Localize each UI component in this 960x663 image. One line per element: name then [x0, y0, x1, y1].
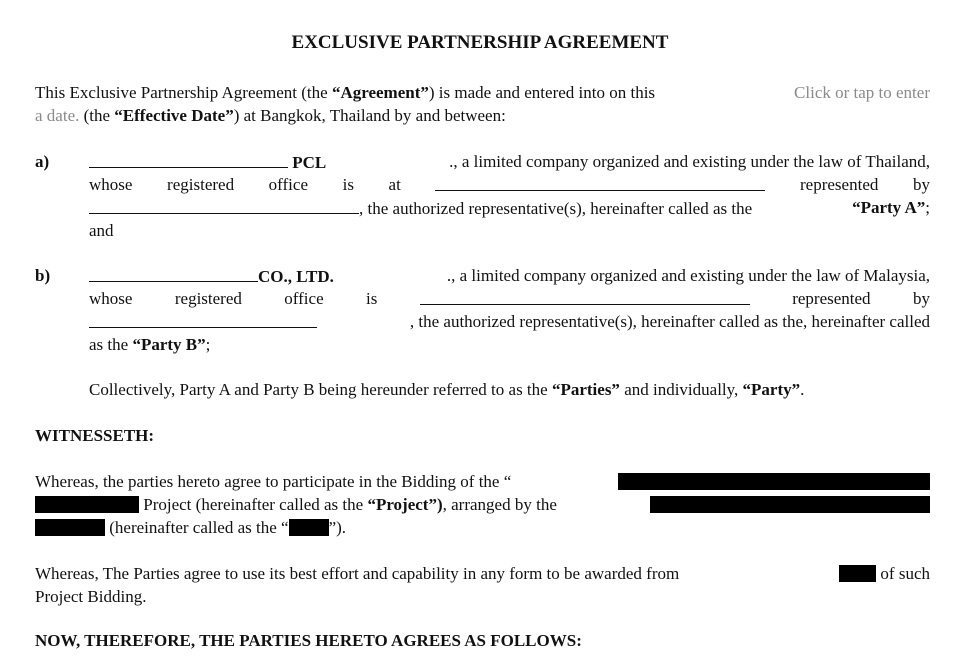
- whereas-2-line-2: Project Bidding.: [35, 587, 147, 606]
- document-title: EXCLUSIVE PARTNERSHIP AGREEMENT: [291, 32, 669, 53]
- project-term: “Project”): [367, 495, 443, 514]
- whereas-2-line-1: Whereas, The Parties agree to use its best effort and capability in any form to be awarded from of such: [35, 564, 930, 583]
- effective-date-term: “Effective Date”: [114, 106, 234, 125]
- witnesseth-heading: WITNESSETH:: [35, 426, 155, 445]
- intro-line-2: a date. (the “Effective Date”) at Bangkok, Thailand by and between:: [35, 106, 506, 125]
- redaction-bar: [839, 565, 876, 582]
- party-a-and: and: [89, 221, 114, 240]
- date-placeholder-cont[interactable]: a date.: [35, 106, 80, 125]
- date-placeholder[interactable]: Click or tap to enter: [794, 83, 930, 102]
- party-term: “Party”: [742, 380, 801, 399]
- party-a-term: “Party A”: [852, 198, 926, 217]
- party-a-line-3: , the authorized representative(s), hereinafter called as the “Party A”;: [89, 198, 930, 219]
- party-b-representative-blank[interactable]: [89, 312, 317, 328]
- redaction-bar: [618, 473, 930, 490]
- agreement-term: “Agreement”: [331, 83, 429, 102]
- party-b-label: b): [35, 266, 51, 285]
- party-b-term: “Party B”: [132, 335, 206, 354]
- party-a-address-blank[interactable]: [435, 175, 765, 191]
- redaction-bar: [289, 519, 329, 536]
- party-b-line-4: as the “Party B”;: [89, 335, 211, 354]
- redaction-bar: [650, 496, 930, 513]
- party-b-name-blank[interactable]: [89, 266, 258, 282]
- collective-paragraph: Collectively, Party A and Party B being hereunder referred to as the “Parties” and individually, “Party”.: [89, 380, 805, 399]
- whereas-1-line-1: Whereas, the parties hereto agree to participate in the Bidding of the “: [35, 472, 512, 491]
- party-b-line-1: CO., LTD. ., a limited company organized and existing under the law of Malaysia,: [89, 266, 930, 287]
- party-b-line-2: whose registered office is represented by: [89, 289, 930, 308]
- party-a-name-blank[interactable]: [89, 152, 288, 168]
- redaction-bar: [35, 496, 139, 513]
- party-a-label: a): [35, 152, 50, 171]
- party-a-line-2: whose registered office is at represented by: [89, 175, 930, 194]
- whereas-1-line-2: Project (hereinafter called as the “Project”), arranged by the: [35, 495, 557, 515]
- party-a-representative-blank[interactable]: [89, 198, 359, 214]
- now-therefore-heading: NOW, THEREFORE, THE PARTIES HERETO AGREES AS FOLLOWS:: [35, 631, 582, 650]
- whereas-1-line-3: (hereinafter called as the “ ”).: [35, 518, 346, 538]
- party-b-line-3: , the authorized representative(s), hereinafter called as the, hereinafter called: [89, 312, 930, 332]
- parties-term: “Parties”: [551, 380, 620, 399]
- redaction-bar: [35, 519, 105, 536]
- party-b-address-blank[interactable]: [420, 289, 750, 305]
- party-a-line-1: PCL ., a limited company organized and existing under the law of Thailand,: [89, 152, 930, 173]
- intro-line-1: This Exclusive Partnership Agreement (the “Agreement”) is made and entered into on this Click or tap to enter: [35, 83, 930, 102]
